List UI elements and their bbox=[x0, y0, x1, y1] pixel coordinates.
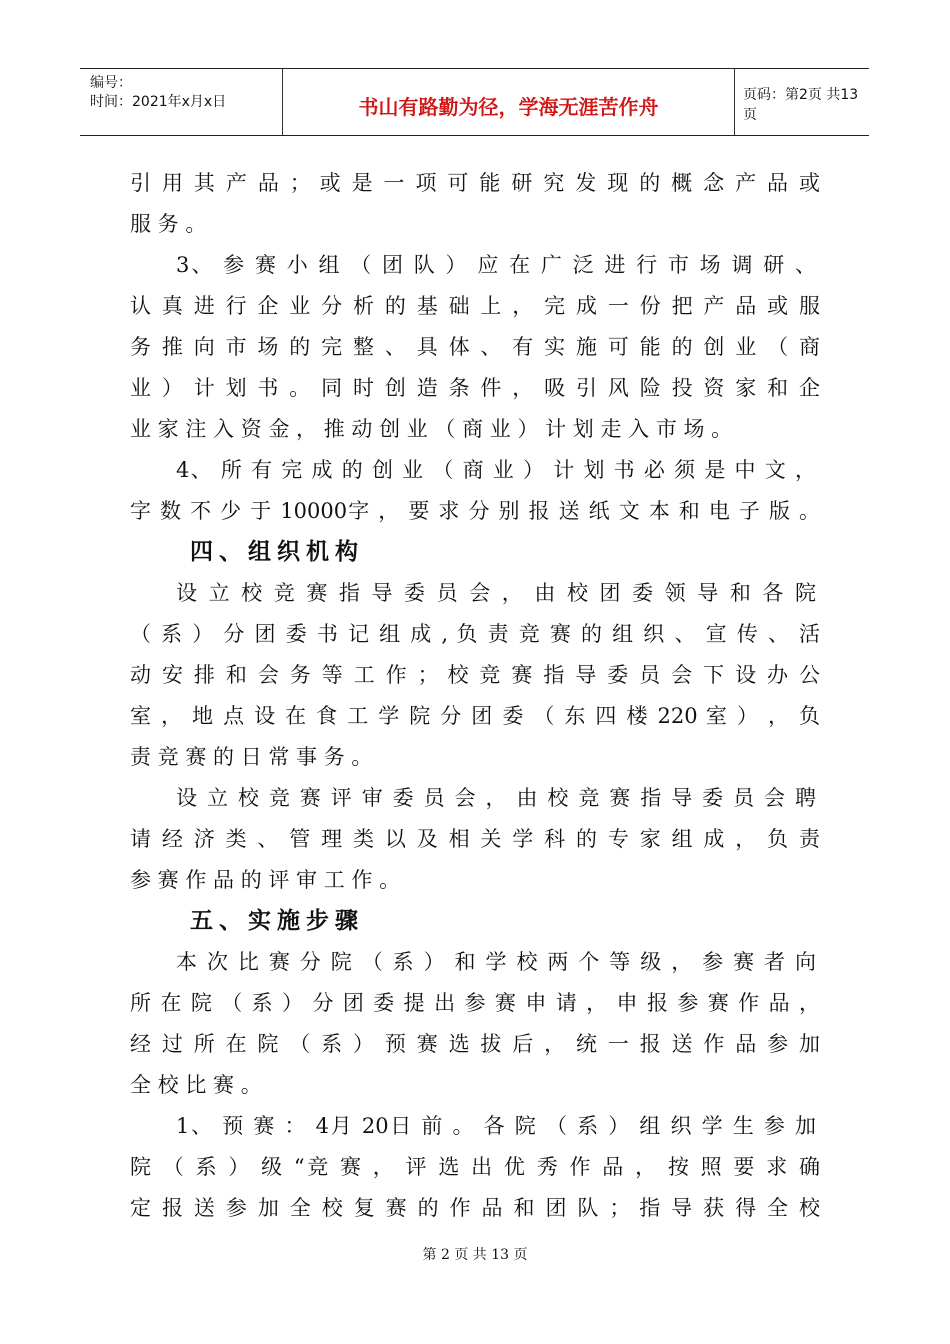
header-meta bbox=[80, 69, 282, 135]
text-line: 设 立 校 竞 赛 评 审 委 员 会 ， 由 校 竞 赛 指 导 委 员 会 聘 bbox=[176, 786, 816, 810]
page-footer: 第 2 页 共 13 页 bbox=[422, 1247, 528, 1263]
text-line: 经 过 所 在 院 （ 系 ） 预 赛 选 拔 后 ， 统 一 报 送 作 品 参 加 bbox=[130, 1032, 820, 1056]
document-header bbox=[80, 68, 869, 136]
text-line: 认 真 进 行 企 业 分 析 的 基 础 上 ， 完 成 一 份 把 产 品 或 服 bbox=[130, 294, 820, 318]
text-line: 3、 参 赛 小 组 （ 团 队 ） 应 在 广 泛 进 行 市 场 调 研 、 bbox=[176, 253, 816, 277]
text-line: 院 （ 系 ） 级 “竞 赛 ， 评 选 出 优 秀 作 品 ， 按 照 要 求 确 bbox=[130, 1155, 820, 1179]
text-line: 1、 预 赛 ： 4月 20日 前 。 各 院 （ 系 ） 组 织 学 生 参 加 bbox=[176, 1114, 816, 1138]
text-line: 4、 所 有 完 成 的 创 业 （ 商 业 ） 计 划 书 必 须 是 中 文 ， bbox=[176, 458, 816, 482]
section-heading-organization: 四、组织机构 bbox=[190, 539, 364, 565]
text-line: 本 次 比 赛 分 院 （ 系 ） 和 学 校 两 个 等 级 ， 参 赛 者 向 bbox=[176, 950, 816, 974]
text-line: 定 报 送 参 加 全 校 复 赛 的 作 品 和 团 队 ； 指 导 获 得 全 校 bbox=[130, 1196, 820, 1220]
text-line: 设 立 校 竞 赛 指 导 委 员 会 ， 由 校 团 委 领 导 和 各 院 bbox=[176, 581, 816, 605]
text-line: 引 用 其 产 品 ； 或 是 一 项 可 能 研 究 发 现 的 概 念 产 品 或 bbox=[130, 171, 820, 195]
text-line: 动 安 排 和 会 务 等 工 作 ； 校 竞 赛 指 导 委 员 会 下 设 办 公 bbox=[130, 663, 820, 687]
header-page-code: 页码：第2页 共13页 bbox=[743, 87, 859, 123]
text-line: 请 经 济 类 、 管 理 类 以 及 相 关 学 科 的 专 家 组 成 ， 负 责 bbox=[130, 827, 820, 851]
section-heading-steps: 五、实施步骤 bbox=[190, 908, 364, 934]
text-line: 室 ， 地 点 设 在 食 工 学 院 分 团 委 （ 东 四 楼 220 室 ） ， 负 bbox=[130, 704, 820, 728]
text-line: 业 ） 计 划 书 。 同 时 创 造 条 件 ， 吸 引 风 险 投 资 家 和 企 bbox=[130, 376, 820, 400]
document-number-label: 编号： bbox=[90, 75, 132, 91]
document-time: 时间：2021年x月x日 bbox=[90, 94, 227, 110]
header-motto: 书山有路勤为径，学海无涯苦作舟 bbox=[282, 69, 735, 135]
text-line: 字 数 不 少 于 10000字 ， 要 求 分 别 报 送 纸 文 本 和 电 子 版 。 bbox=[130, 499, 820, 523]
text-line: 业 家 注 入 资 金 ， 推 动 创 业 （ 商 业 ） 计 划 走 入 市 场 。 bbox=[130, 417, 733, 441]
text-line: 所 在 院 （ 系 ） 分 团 委 提 出 参 赛 申 请 ， 申 报 参 赛 作 品 ， bbox=[130, 991, 820, 1015]
text-line: 全 校 比 赛 。 bbox=[130, 1073, 262, 1097]
text-line: 服 务 。 bbox=[130, 212, 207, 236]
text-line: 责 竞 赛 的 日 常 事 务 。 bbox=[130, 745, 373, 769]
text-line: 参 赛 作 品 的 评 审 工 作 。 bbox=[130, 868, 401, 892]
text-line: （ 系 ） 分 团 委 书 记 组 成 , 负 责 竞 赛 的 组 织 、 宣 传 、 活 bbox=[130, 622, 820, 646]
text-line: 务 推 向 市 场 的 完 整 、 具 体 、 有 实 施 可 能 的 创 业 （ 商 bbox=[130, 335, 820, 359]
